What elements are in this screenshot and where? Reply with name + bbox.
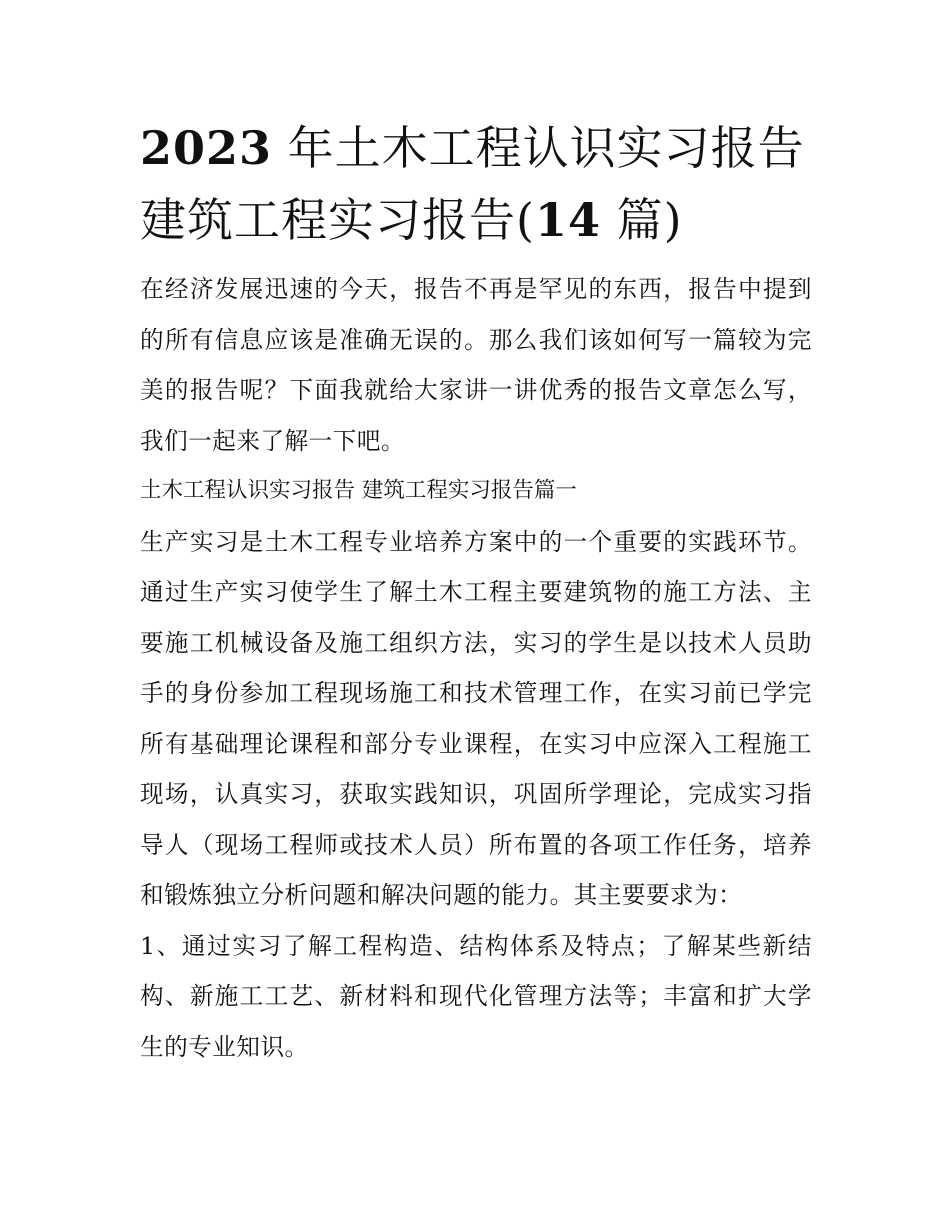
list-item: 1、通过实习了解工程构造、结构体系及特点；了解某些新结构、新施工工艺、新材料和现代化管理方法等；丰富和扩大学生的专业知识。 <box>140 931 812 1061</box>
title-count: 14 <box>534 193 601 247</box>
title-line-2 <box>140 184 812 256</box>
title-line-1-text: 年土木工程认识实习报告 <box>272 121 805 175</box>
section-heading: 土木工程认识实习报告 建筑工程实习报告篇一 <box>140 478 577 503</box>
document-title <box>140 112 812 256</box>
title-line-2-text: 建筑工程实习报告( <box>140 193 535 247</box>
title-line-2-end: 篇) <box>600 193 683 247</box>
body-paragraph: 生产实习是土木工程专业培养方案中的一个重要的实践环节。通过生产实习使学生了解土木工程主要建筑物的施工方法、主要施工机械设备及施工组织方法，实习的学生是以技术人员助手的身份参加工程现场施工和技术管理工作，在实习前已学完所有基础理论课程和部分专业课程，在实习中应深入工程施工现场，认真实习，获取实践知识，巩固所学理论，完成实习指导人（现场工程师或技术人员）所布置的各项工作任务，培养和锻炼独立分析问题和解决问题的能力。其主要要求为： <box>140 527 812 909</box>
title-line-1 <box>140 112 812 184</box>
document-content <box>140 112 812 1072</box>
intro-paragraph: 在经济发展迅速的今天，报告不再是罕见的东西，报告中提到的所有信息应该是准确无误的。那么我们该如何写一篇较为完美的报告呢？下面我就给大家讲一讲优秀的报告文章怎么写，我们一起来了解一下吧。 <box>140 275 812 455</box>
title-year: 2023 <box>140 121 273 175</box>
